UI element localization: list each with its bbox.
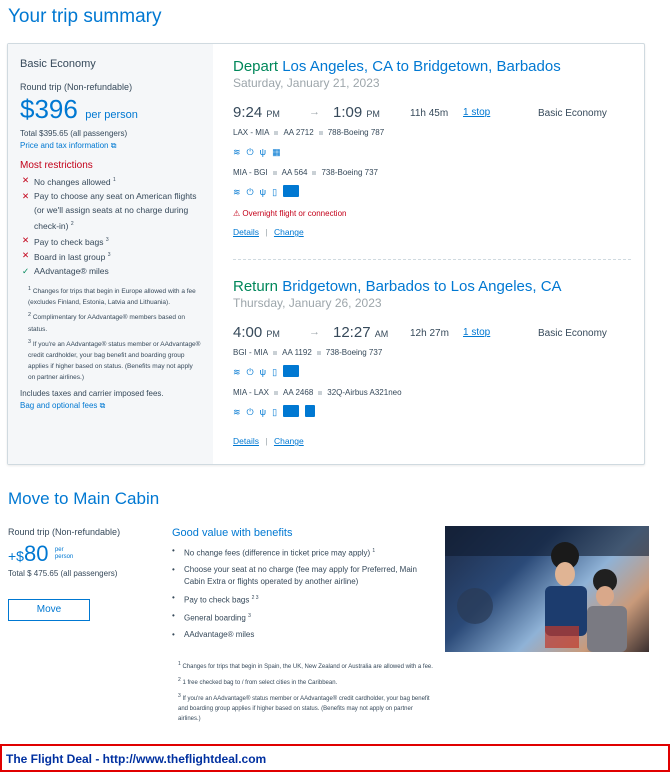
includes-text: Includes taxes and carrier imposed fees.: [20, 388, 164, 398]
wifi-icon: ≋: [233, 147, 241, 157]
restriction-item: ✓ AAdvantage® miles: [22, 266, 109, 277]
amenity-icons: [233, 142, 633, 160]
change-link[interactable]: Change: [273, 436, 304, 446]
usb-icon: ψ: [259, 407, 267, 417]
depart-section: Depart Los Angeles, CA to Bridgetown, Barbados Saturday, January 21, 2023 9:24 PM → 1:09 PM 11h 45m 1 stop Basic Economy LAX - MIA AA 2712 788-Boeing 787 ≋ ⏻ ψ ▦ MIA - BGI AA 564 738-Boeing 737 ≋ ⏻ ψ ▯ TV ⚠ Overnight flight or connection Details | Change: [233, 58, 633, 237]
restriction-item: ✕ Pay to choose any seat on American flights (or we'll assign seats at no charge during check-in) $^2$: [22, 190, 197, 231]
benefit-item: • No change fees (difference in ticket price may apply) $^1$: [172, 546, 376, 558]
arrow-right-icon: →: [309, 106, 320, 118]
arrow-right-icon: →: [309, 326, 320, 338]
move-button[interactable]: Move: [8, 599, 90, 621]
return-date: Thursday, January 26, 2023: [233, 296, 382, 310]
x-icon: ✕: [22, 250, 30, 261]
duration: 11h 45m: [410, 108, 449, 119]
restriction-item: ✕ No changes allowed $^1$: [22, 175, 116, 187]
power-icon: ⏻: [246, 407, 254, 417]
phone-icon: ▯: [272, 367, 278, 377]
depart-date: Saturday, January 21, 2023: [233, 76, 380, 90]
trip-summary-card: [7, 43, 645, 465]
stops-link[interactable]: 1 stop: [463, 327, 491, 338]
divider: [233, 259, 631, 260]
return-times: [233, 320, 633, 346]
usb-icon: ψ: [259, 147, 267, 157]
tv-icon: TV: [285, 185, 297, 196]
footnote-3: $^3$ If you're an AAdvantage® status member or AAdvantage® credit cardholder, your bag benefit and boarding group applies if higher based on status. (Benefits may not apply on partner airlines.): [28, 338, 201, 381]
benefit-item: • General boarding $^3$: [172, 611, 251, 623]
cabin-class: Basic Economy: [538, 328, 607, 339]
music-icon: ♫: [306, 405, 314, 416]
check-icon: ✓: [22, 266, 30, 277]
benefit-item: • AAdvantage® miles: [172, 629, 255, 639]
phone-icon: ▯: [272, 187, 278, 197]
arrive-time: 12:27 AM: [333, 324, 389, 341]
tv-icon: TV: [285, 405, 297, 416]
usb-icon: ψ: [259, 187, 267, 197]
return-label: Return: [233, 278, 279, 295]
fare-sidebar: [8, 44, 213, 464]
footnote-1: $^1$ Changes for trips that begin in Europe allowed with a fee (excludes Finland, Estonia, Latvia and Lithuania).: [28, 286, 196, 307]
wifi-icon: ≋: [233, 367, 241, 377]
depart-times: [233, 100, 633, 126]
restrictions-title: Most restrictions: [20, 160, 93, 171]
upsell-footnotes: $^1$ Changes for trips that begin in Spain, the UK, New Zealand or Australia are allowed with a fee. $^2$ 1 free checked bag to / from select cities in the Caribbean. $^3$ If you're an AAdvantage® status member or AAdvantage® credit cardholder, your bag benefit and boarding group applies if higher based on status. (Benefits may not apply on partner airlines.): [178, 661, 433, 722]
phone-icon: ▯: [272, 407, 278, 417]
usb-icon: ψ: [259, 367, 267, 377]
return-section: Return Bridgetown, Barbados to Los Angeles, CA Thursday, January 26, 2023 4:00 PM → 12:27 AM 12h 27m 1 stop Basic Economy BGI - MIA AA 1192 738-Boeing 737 ≋ ⏻ ψ ▯ TV MIA - LAX AA 2468 32Q-Airbus A321neo ≋ ⏻ ψ ▯ TV ♫ Details | Change: [233, 278, 633, 446]
depart-label: Depart: [233, 58, 279, 75]
cabin-class: Basic Economy: [538, 108, 607, 119]
benefits-list: [170, 545, 440, 641]
tv-icon: TV: [285, 365, 297, 376]
x-icon: ✕: [22, 190, 30, 201]
restriction-item: ✕ Board in last group $^3$: [22, 250, 111, 263]
stops-link[interactable]: 1 stop: [463, 107, 491, 118]
change-link[interactable]: Change: [273, 227, 304, 237]
restriction-item: ✕ Pay to check bags $^3$: [22, 234, 109, 247]
wifi-icon: ≋: [233, 187, 241, 197]
fare-name: Basic Economy: [20, 58, 96, 70]
cabin-photo: [445, 526, 649, 652]
return-route: Bridgetown, Barbados to Los Angeles, CA: [282, 278, 562, 295]
overnight-warning: ⚠ Overnight flight or connection: [233, 209, 347, 218]
external-link-icon: ⧉: [99, 400, 106, 410]
segment-2: MIA - LAX AA 2468 32Q-Airbus A321neo: [233, 388, 402, 397]
duration: 12h 27m: [410, 328, 449, 339]
power-icon: ⏻: [246, 187, 254, 197]
segment-1: BGI - MIA AA 1192 738-Boeing 737: [233, 348, 383, 357]
power-icon: ⏻: [246, 147, 254, 157]
wifi-icon: ≋: [233, 407, 241, 417]
arrive-time: 1:09 PM: [333, 104, 380, 121]
trip-type: Round trip (Non-refundable): [20, 82, 133, 92]
amenity-icons: [233, 402, 633, 420]
fare-price: $396: [20, 94, 78, 124]
bag-fees-link[interactable]: Bag and optional fees: [20, 400, 98, 410]
details-link[interactable]: Details: [233, 436, 259, 446]
upsell-title: Move to Main Cabin: [8, 489, 160, 508]
amenity-icons: [233, 362, 633, 380]
x-icon: ✕: [22, 234, 30, 245]
footer-banner: [0, 744, 670, 772]
segment-2: MIA - BGI AA 564 738-Boeing 737: [233, 168, 378, 177]
depart-time: 4:00 PM: [233, 324, 280, 341]
external-link-icon: ⧉: [110, 141, 117, 150]
upsell-trip-type: Round trip (Non-refundable): [8, 527, 121, 537]
segment-1: LAX - MIA AA 2712 788-Boeing 787: [233, 128, 385, 137]
depart-time: 9:24 PM: [233, 104, 280, 121]
seat-icon: ▦: [272, 147, 281, 157]
price-tax-link[interactable]: Price and tax information: [20, 141, 109, 150]
footer-text: The Flight Deal - http://www.theflightdeal.com: [6, 752, 267, 766]
power-icon: ⏻: [246, 367, 254, 377]
footnote-2: $^2$ Complimentary for AAdvantage® members based on status.: [28, 312, 186, 333]
page-title: Your trip summary: [8, 6, 162, 27]
warning-icon: ⚠: [233, 209, 241, 218]
depart-route: Los Angeles, CA to Bridgetown, Barbados: [282, 58, 561, 75]
benefit-item: • Choose your seat at no charge (fee may apply for Preferred, Main Cabin Extra or flights operated by another airline): [172, 564, 418, 586]
benefit-item: • Pay to check bags $^{2 3}$: [172, 592, 259, 605]
benefits-title: Good value with benefits: [172, 527, 293, 539]
fare-total: Total $395.65 (all passengers): [20, 129, 128, 138]
x-icon: ✕: [22, 175, 30, 185]
amenity-icons: [233, 182, 633, 200]
per-person: per person: [85, 109, 138, 121]
upsell-price: +$80 per person: [8, 541, 74, 566]
details-link[interactable]: Details: [233, 227, 259, 237]
upsell-total: Total $ 475.65 (all passengers): [8, 569, 118, 578]
